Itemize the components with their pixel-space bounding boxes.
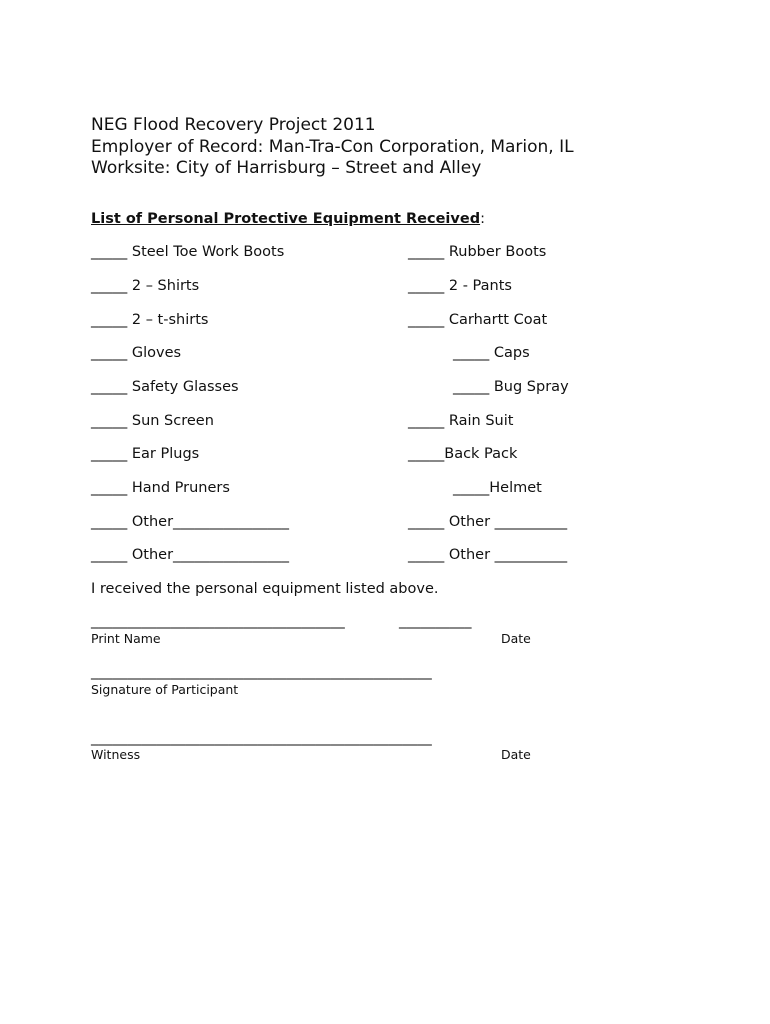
date-label: Date (501, 631, 531, 646)
item-hand-pruners: _____ Hand Pruners (91, 480, 230, 496)
item-sun-screen: _____ Sun Screen (91, 413, 214, 429)
item-bug-spray: _____ Bug Spray (453, 379, 569, 395)
print-name-line: ___________________________________ (91, 613, 345, 629)
list-title-colon: : (480, 211, 485, 227)
item-helmet: _____Helmet (453, 480, 542, 496)
item-other-right-2: _____ Other __________ (408, 547, 568, 563)
participant-signature-line: _______________________________________________ (91, 664, 432, 680)
worksite: Worksite: City of Harrisburg – Street and Alley (91, 158, 482, 178)
item-other-left-1: _____ Other________________ (91, 514, 290, 530)
item-safety-glasses: _____ Safety Glasses (91, 379, 239, 395)
item-carhartt-coat: _____ Carhartt Coat (408, 312, 548, 328)
witness-date-label: Date (501, 747, 531, 762)
item-t-shirts: _____ 2 – t-shirts (91, 312, 209, 328)
project-title: NEG Flood Recovery Project 2011 (91, 115, 376, 135)
list-title-text: List of Personal Protective Equipment Received (91, 211, 481, 227)
item-steel-toe-boots: _____ Steel Toe Work Boots (91, 244, 285, 260)
form-header (91, 115, 574, 180)
item-rain-suit: _____ Rain Suit (408, 413, 514, 429)
receipt-statement: I received the personal equipment listed above. (91, 581, 439, 597)
item-shirts: _____ 2 – Shirts (91, 278, 200, 294)
item-ear-plugs: _____ Ear Plugs (91, 446, 200, 462)
print-name-label: Print Name (91, 631, 161, 646)
item-caps: _____ Caps (453, 345, 530, 361)
date-line: __________ (399, 613, 472, 629)
witness-line: _______________________________________________ (91, 730, 432, 746)
item-other-right-1: _____ Other __________ (408, 514, 568, 530)
participant-signature-label: Signature of Participant (91, 682, 239, 697)
item-back-pack: _____Back Pack (408, 446, 518, 462)
item-rubber-boots: _____ Rubber Boots (408, 244, 547, 260)
list-title (91, 211, 485, 227)
employer-of-record: Employer of Record: Man-Tra-Con Corporation, Marion, IL (91, 136, 574, 157)
item-other-left-2: _____ Other________________ (91, 547, 290, 563)
item-pants: _____ 2 - Pants (408, 278, 512, 294)
item-gloves: _____ Gloves (91, 345, 182, 361)
witness-label: Witness (91, 747, 141, 762)
